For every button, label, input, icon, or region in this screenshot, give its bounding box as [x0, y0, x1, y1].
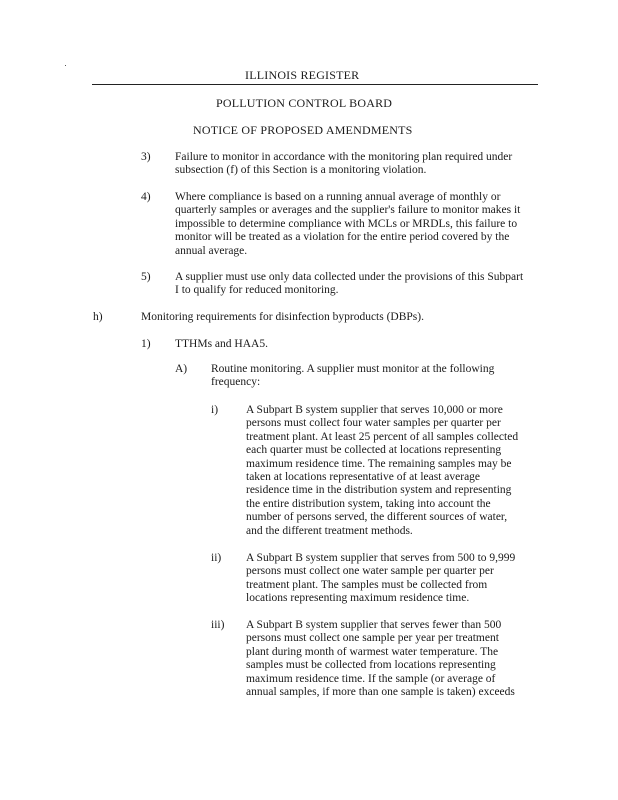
item-label-5: 5) — [141, 271, 151, 283]
item-text-A: Routine monitoring. A supplier must monitor at the following frequency: — [211, 363, 495, 389]
item-text-iii: A Subpart B system supplier that serves fewer than 500 persons must collect one sample per year per treatment plant during month of warmest water temperature. The samples must be collected from locations representing maximum residence time. If the sample (or average of annual samples, if more than one sample is taken) exceeds — [246, 619, 515, 699]
item-label-A: A) — [175, 363, 188, 375]
header-divider — [92, 84, 538, 85]
item-text-5: A supplier must use only data collected under the provisions of this Subpart I to qualify for reduced monitoring. — [175, 271, 524, 297]
item-label-1: 1) — [141, 338, 151, 350]
notice-title: NOTICE OF PROPOSED AMENDMENTS — [193, 123, 413, 137]
item-text-4: Where compliance is based on a running annual average of monthly or quarterly samples or averages and the supplier's failure to monitor makes it impossible to determine compliance with MCLs or MRDLs, this failure to monitor will be treated as a violation for the entire period covered by the annual average. — [175, 191, 521, 257]
register-title: ILLINOIS REGISTER — [245, 68, 360, 82]
item-label-iii: iii) — [211, 619, 225, 631]
item-label-i: i) — [211, 404, 219, 416]
item-label-3: 3) — [141, 151, 151, 163]
item-text-h: Monitoring requirements for disinfection byproducts (DBPs). — [141, 311, 424, 323]
board-title: POLLUTION CONTROL BOARD — [216, 96, 393, 110]
item-text-ii: A Subpart B system supplier that serves from 500 to 9,999 persons must collect one water sample per quarter per treatment plant. The samples must be collected from locations representing maximum residence time. — [246, 552, 516, 605]
item-text-3: Failure to monitor in accordance with the monitoring plan required under subsection (f) of this Section is a monitoring violation. — [175, 151, 513, 177]
item-text-1: TTHMs and HAA5. — [175, 338, 268, 350]
item-label-h: h) — [93, 311, 103, 323]
scan-speck — [65, 65, 66, 66]
item-text-i: A Subpart B system supplier that serves 10,000 or more persons must collect four water samples per quarter per treatment plant. At least 25 percent of all samples collected each quarter must be collected at locations representing maximum residence time. The remaining samples may be taken at locations representative of at least average residence time in the distribution system and representing the entire distribution system, taking into account the number of persons served, the different sources of water, and the different treatment methods. — [246, 404, 519, 537]
item-label-ii: ii) — [211, 552, 222, 564]
item-label-4: 4) — [141, 191, 151, 203]
